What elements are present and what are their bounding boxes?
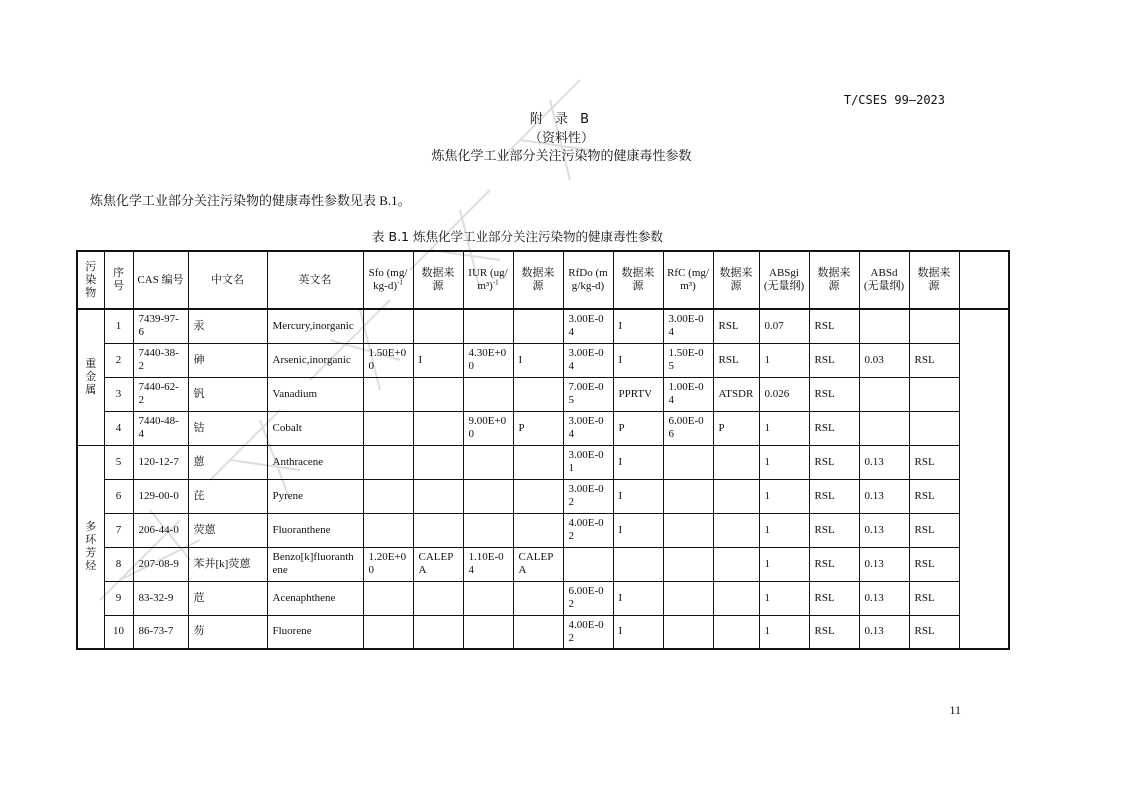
cell-absd: 0.13: [859, 547, 909, 581]
cell-source-6: RSL: [909, 615, 959, 649]
cell-source-2: [513, 581, 563, 615]
cell-absd: 0.13: [859, 445, 909, 479]
cell-source-1: [413, 513, 463, 547]
cell-rfdo: 3.00E-04: [563, 309, 613, 343]
cell-source-6: RSL: [909, 343, 959, 377]
appendix-label: 附 录 B: [529, 112, 594, 127]
table-header-row: [77, 251, 1009, 309]
cell-chinese-name: 汞: [188, 309, 267, 343]
cell-source-6: RSL: [909, 547, 959, 581]
table-row: [77, 377, 1009, 411]
cell-rfdo: 3.00E-04: [563, 411, 613, 445]
intro-paragraph: 炼焦化学工业部分关注污染物的健康毒性参数见表 B.1。: [90, 193, 411, 208]
header-sfo: Sfo $(mg/kg-d)^{-1}$: [363, 251, 413, 309]
cell-source-3: I: [613, 479, 663, 513]
cell-source-5: RSL: [809, 615, 859, 649]
cell-rfdo: 3.00E-01: [563, 445, 613, 479]
cell-absgi: 1: [759, 411, 809, 445]
header-source-6: 数据来源: [909, 251, 959, 309]
cell-seq: 10: [104, 615, 133, 649]
cell-source-6: RSL: [909, 479, 959, 513]
cell-absd: 0.13: [859, 479, 909, 513]
cell-source-1: [413, 615, 463, 649]
cell-source-1: [413, 479, 463, 513]
cell-source-2: [513, 513, 563, 547]
cell-source-3: I: [613, 513, 663, 547]
cell-iur: [463, 479, 513, 513]
header-source-5: 数据来源: [809, 251, 859, 309]
cell-chinese-name: 钴: [188, 411, 267, 445]
appendix-title: 炼焦化学工业部分关注污染物的健康毒性参数: [431, 149, 692, 164]
cell-chinese-name: 苊: [188, 581, 267, 615]
header-absgi: ABSgi (无量纲): [759, 251, 809, 309]
cell-sfo: 1.20E+00: [363, 547, 413, 581]
cell-english-name: Mercury,inorganic: [267, 309, 363, 343]
cell-source-4: [713, 615, 759, 649]
cell-english-name: Anthracene: [267, 445, 363, 479]
header-rfdo: RfDo (mg/kg-d): [563, 251, 613, 309]
cell-source-2: [513, 445, 563, 479]
header-absd: ABSd (无量纲): [859, 251, 909, 309]
cell-source-3: I: [613, 343, 663, 377]
cell-source-1: [413, 445, 463, 479]
cell-cas-number: 83-32-9: [133, 581, 188, 615]
cell-iur: [463, 445, 513, 479]
cell-source-4: [713, 445, 759, 479]
cell-chinese-name: 蒽: [188, 445, 267, 479]
cell-sfo: [363, 581, 413, 615]
cell-cas-number: 120-12-7: [133, 445, 188, 479]
table-row: [77, 445, 1009, 479]
cell-source-2: [513, 377, 563, 411]
cell-sfo: [363, 513, 413, 547]
cell-source-6: RSL: [909, 581, 959, 615]
cell-english-name: Pyrene: [267, 479, 363, 513]
cell-sfo: [363, 615, 413, 649]
cell-chinese-name: 芴: [188, 615, 267, 649]
group-pah: 多 环 芳 烃: [77, 445, 104, 649]
cell-source-5: RSL: [809, 343, 859, 377]
cell-absd: 0.13: [859, 513, 909, 547]
cell-source-4: RSL: [713, 309, 759, 343]
cell-rfc: [663, 479, 713, 513]
cell-source-4: [713, 581, 759, 615]
cell-english-name: Cobalt: [267, 411, 363, 445]
cell-source-6: [909, 377, 959, 411]
cell-source-4: P: [713, 411, 759, 445]
cell-chinese-name: 钒: [188, 377, 267, 411]
table-row: [77, 547, 1009, 581]
cell-source-5: RSL: [809, 513, 859, 547]
cell-rfdo: 4.00E-02: [563, 513, 613, 547]
cell-source-5: RSL: [809, 377, 859, 411]
toxicity-parameter-table: [76, 250, 1010, 650]
cell-source-5: RSL: [809, 445, 859, 479]
cell-chinese-name: 砷: [188, 343, 267, 377]
table-row: [77, 309, 1009, 343]
cell-absgi: 1: [759, 513, 809, 547]
cell-seq: 2: [104, 343, 133, 377]
header-pollutant: 污 染 物: [77, 251, 104, 309]
cell-source-2: [513, 615, 563, 649]
cell-source-5: RSL: [809, 411, 859, 445]
cell-sfo: [363, 411, 413, 445]
cell-source-3: [613, 547, 663, 581]
cell-source-4: ATSDR: [713, 377, 759, 411]
cell-english-name: Fluorene: [267, 615, 363, 649]
cell-source-4: RSL: [713, 343, 759, 377]
cell-source-1: I: [413, 343, 463, 377]
cell-source-3: I: [613, 581, 663, 615]
cell-english-name: Fluoranthene: [267, 513, 363, 547]
table-row: [77, 343, 1009, 377]
cell-absgi: 1: [759, 581, 809, 615]
cell-rfdo: 3.00E-02: [563, 479, 613, 513]
cell-source-3: P: [613, 411, 663, 445]
cell-cas-number: 207-08-9: [133, 547, 188, 581]
cell-rfdo: 4.00E-02: [563, 615, 613, 649]
header-seq: 序 号: [104, 251, 133, 309]
cell-rfc: [663, 615, 713, 649]
cell-absgi: 1: [759, 479, 809, 513]
cell-english-name: Arsenic,inorganic: [267, 343, 363, 377]
cell-seq: 4: [104, 411, 133, 445]
cell-seq: 1: [104, 309, 133, 343]
cell-absgi: 1: [759, 445, 809, 479]
table-body: [77, 309, 1009, 649]
cell-seq: 8: [104, 547, 133, 581]
cell-cas-number: 7439-97-6: [133, 309, 188, 343]
cell-source-4: [713, 547, 759, 581]
table-row: [77, 615, 1009, 649]
cell-source-6: RSL: [909, 445, 959, 479]
header-source-1: 数据来源: [413, 251, 463, 309]
cell-source-5: RSL: [809, 479, 859, 513]
cell-seq: 7: [104, 513, 133, 547]
table-row: [77, 479, 1009, 513]
cell-source-5: RSL: [809, 581, 859, 615]
header-source-2: 数据来源: [513, 251, 563, 309]
cell-sfo: 1.50E+00: [363, 343, 413, 377]
table-row: [77, 581, 1009, 615]
cell-sfo: [363, 377, 413, 411]
cell-chinese-name: 芘: [188, 479, 267, 513]
cell-seq: 9: [104, 581, 133, 615]
cell-iur: 1.10E-04: [463, 547, 513, 581]
header-rfc: RfC (mg/m³): [663, 251, 713, 309]
cell-source-1: [413, 581, 463, 615]
cell-iur: [463, 309, 513, 343]
cell-absgi: 0.026: [759, 377, 809, 411]
cell-sfo: [363, 445, 413, 479]
cell-iur: [463, 513, 513, 547]
group-heavy-metals: 重 金 属: [77, 309, 104, 445]
cell-rfc: 1.50E-05: [663, 343, 713, 377]
cell-cas-number: 7440-62-2: [133, 377, 188, 411]
cell-absd: [859, 411, 909, 445]
cell-iur: 9.00E+00: [463, 411, 513, 445]
cell-rfdo: 3.00E-04: [563, 343, 613, 377]
cell-english-name: Benzo[k]fluoranthene: [267, 547, 363, 581]
cell-source-2: [513, 479, 563, 513]
cell-iur: [463, 615, 513, 649]
cell-source-6: [909, 309, 959, 343]
cell-absgi: 1: [759, 615, 809, 649]
cell-english-name: Acenaphthene: [267, 581, 363, 615]
cell-chinese-name: 苯并[k]荧蒽: [188, 547, 267, 581]
cell-rfc: [663, 513, 713, 547]
cell-absd: 0.13: [859, 581, 909, 615]
cell-rfc: 3.00E-04: [663, 309, 713, 343]
cell-source-2: CALEPA: [513, 547, 563, 581]
cell-cas-number: 86-73-7: [133, 615, 188, 649]
cell-source-1: [413, 411, 463, 445]
cell-english-name: Vanadium: [267, 377, 363, 411]
cell-rfc: [663, 547, 713, 581]
standard-code: T/CSES 99—2023: [843, 93, 945, 107]
cell-absd: 0.03: [859, 343, 909, 377]
cell-sfo: [363, 309, 413, 343]
cell-rfdo: 6.00E-02: [563, 581, 613, 615]
cell-absgi: 1: [759, 343, 809, 377]
cell-seq: 3: [104, 377, 133, 411]
cell-source-4: [713, 513, 759, 547]
cell-source-6: [909, 411, 959, 445]
table-row: [77, 411, 1009, 445]
header-cn-name: 中文名: [188, 251, 267, 309]
header-source-3: 数据来源: [613, 251, 663, 309]
cell-seq: 5: [104, 445, 133, 479]
cell-cas-number: 206-44-0: [133, 513, 188, 547]
cell-rfdo: [563, 547, 613, 581]
cell-source-5: RSL: [809, 547, 859, 581]
page-number: 11: [949, 703, 961, 717]
cell-source-1: CALEPA: [413, 547, 463, 581]
cell-source-1: [413, 309, 463, 343]
header-source-4: 数据来源: [713, 251, 759, 309]
appendix-type: （资料性）: [528, 131, 594, 146]
cell-chinese-name: 荧蒽: [188, 513, 267, 547]
cell-source-3: I: [613, 615, 663, 649]
table-caption: 表 B.1 炼焦化学工业部分关注污染物的健康毒性参数: [372, 229, 663, 244]
cell-source-5: RSL: [809, 309, 859, 343]
cell-iur: [463, 581, 513, 615]
cell-absgi: 0.07: [759, 309, 809, 343]
cell-cas-number: 7440-38-2: [133, 343, 188, 377]
cell-seq: 6: [104, 479, 133, 513]
cell-source-3: PPRTV: [613, 377, 663, 411]
cell-source-2: P: [513, 411, 563, 445]
table-row: [77, 513, 1009, 547]
cell-sfo: [363, 479, 413, 513]
cell-source-2: I: [513, 343, 563, 377]
cell-rfc: 1.00E-04: [663, 377, 713, 411]
cell-cas-number: 7440-48-4: [133, 411, 188, 445]
header-cas: CAS 编号: [133, 251, 188, 309]
cell-rfdo: 7.00E-05: [563, 377, 613, 411]
header-en-name: 英文名: [267, 251, 363, 309]
cell-absd: 0.13: [859, 615, 909, 649]
cell-source-6: RSL: [909, 513, 959, 547]
cell-source-3: I: [613, 309, 663, 343]
cell-rfc: [663, 445, 713, 479]
header-iur: IUR $(ug/m^3)^{-1}$: [463, 251, 513, 309]
cell-source-4: [713, 479, 759, 513]
cell-rfc: [663, 581, 713, 615]
cell-iur: [463, 377, 513, 411]
cell-source-1: [413, 377, 463, 411]
cell-source-2: [513, 309, 563, 343]
cell-source-3: I: [613, 445, 663, 479]
cell-rfc: 6.00E-06: [663, 411, 713, 445]
cell-iur: 4.30E+00: [463, 343, 513, 377]
cell-absd: [859, 377, 909, 411]
cell-absgi: 1: [759, 547, 809, 581]
cell-cas-number: 129-00-0: [133, 479, 188, 513]
cell-absd: [859, 309, 909, 343]
